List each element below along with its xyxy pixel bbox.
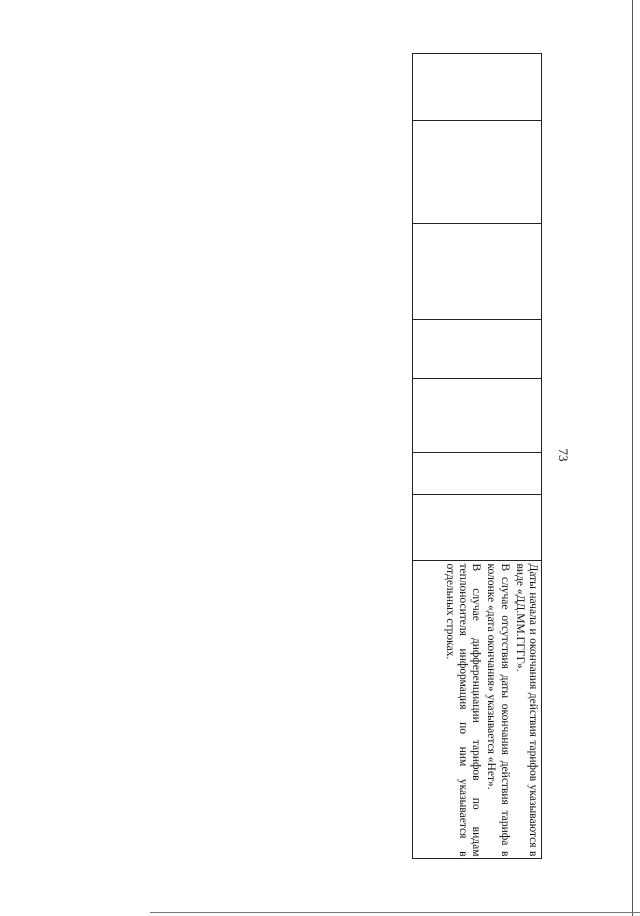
page-number: 73 (556, 448, 571, 462)
note-text-block (415, 563, 539, 856)
note-paragraph-dates: Даты начала и окончания действия тарифов указываются в виде «ДД.ММ.ГГГГ». (513, 563, 539, 856)
note-paragraph-end-date: В случае отсутствия даты окончания действия тарифа в колонке «дата окончания» указывается «Нет». (485, 563, 511, 856)
table-row-divider (412, 494, 542, 495)
table-row-divider (412, 378, 542, 379)
table-row-divider (412, 120, 542, 121)
table-border-top (412, 53, 542, 54)
scan-edge-right (632, 0, 633, 916)
table-row-divider (412, 223, 542, 224)
scan-edge-bottom (150, 912, 640, 913)
table-note-cell (412, 560, 542, 859)
table-row-divider (412, 452, 542, 453)
note-paragraph-coolant: В случае дифференциации тарифов по видам теплоносителя информация по ним указывается в отдельных строках. (443, 563, 483, 856)
table-row-divider (412, 319, 542, 320)
